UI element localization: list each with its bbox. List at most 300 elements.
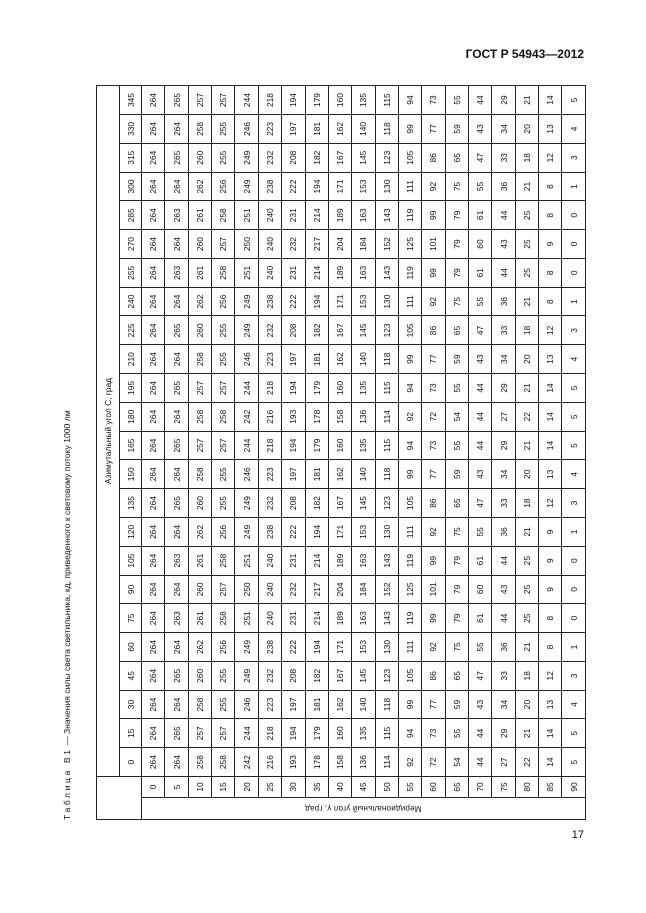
azimuth-header-cell: 210 [120, 345, 142, 374]
value-cell: 114 [375, 402, 398, 431]
value-cell: 246 [235, 460, 258, 489]
value-cell: 3 [562, 143, 586, 172]
table-row [142, 86, 165, 820]
value-cell: 99 [398, 345, 421, 374]
value-cell: 143 [375, 201, 398, 230]
value-cell: 59 [445, 345, 468, 374]
value-cell: 182 [305, 661, 328, 690]
gamma-cell: 35 [305, 777, 328, 798]
table-row [188, 86, 211, 820]
value-cell: 20 [515, 115, 538, 144]
value-cell: 257 [188, 86, 211, 115]
value-cell: 163 [352, 546, 375, 575]
value-cell: 44 [492, 546, 515, 575]
value-cell: 55 [445, 86, 468, 115]
value-cell: 47 [469, 661, 492, 690]
value-cell: 222 [282, 287, 305, 316]
value-cell: 21 [515, 517, 538, 546]
value-cell: 167 [328, 489, 351, 518]
rotated-table-wrapper [96, 85, 586, 820]
value-cell: 264 [165, 748, 188, 777]
table-row [282, 86, 305, 820]
value-cell: 262 [188, 172, 211, 201]
value-cell: 242 [235, 748, 258, 777]
value-cell: 249 [235, 661, 258, 690]
azimuth-header-cell: 0 [120, 748, 142, 777]
azimuth-header-row [120, 86, 142, 820]
value-cell: 99 [398, 690, 421, 719]
value-cell: 264 [142, 345, 165, 374]
value-cell: 13 [539, 115, 562, 144]
value-cell: 257 [212, 86, 235, 115]
value-cell: 249 [235, 172, 258, 201]
value-cell: 99 [422, 546, 445, 575]
value-cell: 223 [258, 345, 281, 374]
value-cell: 36 [492, 633, 515, 662]
value-cell: 130 [375, 517, 398, 546]
value-cell: 118 [375, 345, 398, 374]
value-cell: 101 [422, 575, 445, 604]
value-cell: 153 [352, 287, 375, 316]
value-cell: 145 [352, 661, 375, 690]
value-cell: 264 [142, 546, 165, 575]
value-cell: 18 [515, 661, 538, 690]
value-cell: 179 [305, 719, 328, 748]
value-cell: 265 [165, 374, 188, 403]
value-cell: 153 [352, 633, 375, 662]
value-cell: 257 [188, 431, 211, 460]
value-cell: 189 [328, 546, 351, 575]
gamma-cell: 85 [539, 777, 562, 798]
value-cell: 86 [422, 143, 445, 172]
value-cell: 244 [235, 86, 258, 115]
meridional-group-label [142, 798, 586, 820]
value-cell: 182 [305, 489, 328, 518]
value-cell: 99 [398, 460, 421, 489]
value-cell: 135 [352, 431, 375, 460]
document-id: ГОСТ Р 54943—2012 [465, 47, 584, 61]
table-row [212, 86, 235, 820]
value-cell: 208 [282, 143, 305, 172]
value-cell: 162 [328, 115, 351, 144]
azimuth-header-cell: 90 [120, 575, 142, 604]
value-cell: 135 [352, 374, 375, 403]
value-cell: 135 [352, 86, 375, 115]
value-cell: 264 [142, 402, 165, 431]
value-cell: 47 [469, 143, 492, 172]
value-cell: 94 [398, 431, 421, 460]
value-cell: 246 [235, 115, 258, 144]
value-cell: 162 [328, 690, 351, 719]
value-cell: 44 [469, 374, 492, 403]
value-cell: 12 [539, 661, 562, 690]
value-cell: 79 [445, 230, 468, 259]
value-cell: 72 [422, 748, 445, 777]
value-cell: 181 [305, 115, 328, 144]
value-cell: 119 [398, 258, 421, 287]
value-cell: 60 [469, 230, 492, 259]
value-cell: 264 [142, 287, 165, 316]
value-cell: 256 [212, 517, 235, 546]
value-cell: 136 [352, 402, 375, 431]
value-cell: 65 [445, 489, 468, 518]
value-cell: 262 [188, 517, 211, 546]
value-cell: 130 [375, 287, 398, 316]
value-cell: 208 [282, 661, 305, 690]
value-cell: 204 [328, 230, 351, 259]
value-cell: 162 [328, 460, 351, 489]
value-cell: 61 [469, 258, 492, 287]
value-cell: 258 [212, 604, 235, 633]
value-cell: 9 [539, 575, 562, 604]
value-cell: 143 [375, 604, 398, 633]
value-cell: 184 [352, 230, 375, 259]
value-cell: 59 [445, 460, 468, 489]
gamma-cell: 40 [328, 777, 351, 798]
value-cell: 251 [235, 604, 258, 633]
value-cell: 171 [328, 287, 351, 316]
azimuth-header-cell: 285 [120, 201, 142, 230]
value-cell: 260 [188, 661, 211, 690]
value-cell: 143 [375, 546, 398, 575]
value-cell: 262 [188, 633, 211, 662]
value-cell: 8 [539, 258, 562, 287]
value-cell: 140 [352, 345, 375, 374]
value-cell: 92 [422, 172, 445, 201]
gamma-cell: 20 [235, 777, 258, 798]
value-cell: 264 [142, 431, 165, 460]
value-cell: 33 [492, 143, 515, 172]
value-cell: 111 [398, 287, 421, 316]
value-cell: 4 [562, 345, 586, 374]
value-cell: 65 [445, 143, 468, 172]
gamma-cell: 75 [492, 777, 515, 798]
gamma-cell: 0 [142, 777, 165, 798]
value-cell: 72 [422, 402, 445, 431]
value-cell: 55 [469, 633, 492, 662]
value-cell: 244 [235, 374, 258, 403]
value-cell: 264 [165, 402, 188, 431]
value-cell: 86 [422, 661, 445, 690]
value-cell: 119 [398, 546, 421, 575]
value-cell: 214 [305, 546, 328, 575]
value-cell: 21 [515, 287, 538, 316]
value-cell: 92 [422, 517, 445, 546]
value-cell: 21 [515, 633, 538, 662]
value-cell: 263 [165, 258, 188, 287]
value-cell: 119 [398, 604, 421, 633]
value-cell: 178 [305, 748, 328, 777]
azimuth-group-label: Азимутальный угол С, град [97, 86, 120, 777]
value-cell: 258 [188, 115, 211, 144]
value-cell: 8 [539, 604, 562, 633]
value-cell: 114 [375, 748, 398, 777]
value-cell: 55 [469, 517, 492, 546]
value-cell: 5 [562, 431, 586, 460]
value-cell: 0 [562, 546, 586, 575]
value-cell: 193 [282, 748, 305, 777]
value-cell: 0 [562, 230, 586, 259]
value-cell: 13 [539, 690, 562, 719]
value-cell: 257 [212, 719, 235, 748]
value-cell: 8 [539, 633, 562, 662]
value-cell: 249 [235, 633, 258, 662]
value-cell: 257 [212, 230, 235, 259]
value-cell: 218 [258, 431, 281, 460]
value-cell: 250 [235, 575, 258, 604]
table-row [515, 86, 538, 820]
value-cell: 18 [515, 489, 538, 518]
value-cell: 27 [492, 748, 515, 777]
value-cell: 257 [212, 374, 235, 403]
value-cell: 194 [282, 374, 305, 403]
value-cell: 264 [142, 460, 165, 489]
value-cell: 264 [165, 575, 188, 604]
value-cell: 4 [562, 460, 586, 489]
azimuth-header-cell: 105 [120, 546, 142, 575]
value-cell: 208 [282, 316, 305, 345]
value-cell: 43 [469, 460, 492, 489]
value-cell: 163 [352, 604, 375, 633]
value-cell: 194 [282, 719, 305, 748]
value-cell: 244 [235, 719, 258, 748]
value-cell: 105 [398, 143, 421, 172]
value-cell: 47 [469, 489, 492, 518]
value-cell: 265 [165, 143, 188, 172]
value-cell: 118 [375, 460, 398, 489]
value-cell: 261 [188, 258, 211, 287]
value-cell: 240 [258, 201, 281, 230]
value-cell: 223 [258, 460, 281, 489]
value-cell: 125 [398, 575, 421, 604]
value-cell: 44 [469, 748, 492, 777]
value-cell: 238 [258, 517, 281, 546]
value-cell: 258 [212, 258, 235, 287]
value-cell: 258 [188, 345, 211, 374]
value-cell: 22 [515, 748, 538, 777]
value-cell: 4 [562, 115, 586, 144]
value-cell: 27 [492, 402, 515, 431]
value-cell: 264 [165, 172, 188, 201]
value-cell: 44 [469, 719, 492, 748]
value-cell: 264 [165, 115, 188, 144]
value-cell: 5 [562, 748, 586, 777]
value-cell: 1 [562, 287, 586, 316]
value-cell: 257 [212, 575, 235, 604]
value-cell: 265 [165, 661, 188, 690]
value-cell: 167 [328, 316, 351, 345]
value-cell: 218 [258, 86, 281, 115]
value-cell: 232 [282, 575, 305, 604]
value-cell: 264 [142, 86, 165, 115]
value-cell: 189 [328, 604, 351, 633]
value-cell: 44 [492, 604, 515, 633]
value-cell: 8 [539, 172, 562, 201]
value-cell: 264 [142, 172, 165, 201]
value-cell: 115 [375, 431, 398, 460]
value-cell: 158 [328, 402, 351, 431]
value-cell: 258 [212, 546, 235, 575]
value-cell: 152 [375, 230, 398, 259]
value-cell: 73 [422, 86, 445, 115]
value-cell: 260 [188, 316, 211, 345]
value-cell: 14 [539, 86, 562, 115]
table-row [562, 86, 586, 820]
value-cell: 217 [305, 575, 328, 604]
gamma-cell: 65 [445, 777, 468, 798]
value-cell: 238 [258, 287, 281, 316]
value-cell: 54 [445, 748, 468, 777]
value-cell: 4 [562, 690, 586, 719]
value-cell: 255 [212, 345, 235, 374]
value-cell: 160 [328, 374, 351, 403]
table-row [258, 86, 281, 820]
value-cell: 264 [142, 690, 165, 719]
value-cell: 43 [469, 690, 492, 719]
azimuth-header-cell: 255 [120, 258, 142, 287]
value-cell: 60 [469, 575, 492, 604]
value-cell: 223 [258, 115, 281, 144]
value-cell: 5 [562, 402, 586, 431]
value-cell: 171 [328, 633, 351, 662]
value-cell: 119 [398, 201, 421, 230]
value-cell: 194 [305, 633, 328, 662]
value-cell: 118 [375, 690, 398, 719]
value-cell: 21 [515, 719, 538, 748]
value-cell: 194 [305, 287, 328, 316]
value-cell: 145 [352, 143, 375, 172]
azimuth-header-cell: 75 [120, 604, 142, 633]
azimuth-header-cell: 60 [120, 633, 142, 662]
value-cell: 171 [328, 517, 351, 546]
value-cell: 255 [212, 460, 235, 489]
value-cell: 249 [235, 517, 258, 546]
value-cell: 216 [258, 402, 281, 431]
value-cell: 21 [515, 374, 538, 403]
value-cell: 143 [375, 258, 398, 287]
value-cell: 44 [469, 431, 492, 460]
value-cell: 232 [258, 143, 281, 172]
value-cell: 115 [375, 86, 398, 115]
value-cell: 231 [282, 201, 305, 230]
value-cell: 256 [212, 172, 235, 201]
value-cell: 92 [422, 287, 445, 316]
value-cell: 12 [539, 489, 562, 518]
value-cell: 232 [258, 489, 281, 518]
value-cell: 263 [165, 201, 188, 230]
value-cell: 255 [212, 115, 235, 144]
value-cell: 3 [562, 489, 586, 518]
value-cell: 59 [445, 115, 468, 144]
value-cell: 251 [235, 546, 258, 575]
value-cell: 21 [515, 86, 538, 115]
value-cell: 33 [492, 489, 515, 518]
value-cell: 261 [188, 201, 211, 230]
value-cell: 105 [398, 489, 421, 518]
value-cell: 43 [469, 115, 492, 144]
value-cell: 115 [375, 719, 398, 748]
value-cell: 240 [258, 546, 281, 575]
value-cell: 258 [188, 402, 211, 431]
value-cell: 260 [188, 575, 211, 604]
value-cell: 5 [562, 86, 586, 115]
table-row [398, 86, 421, 820]
value-cell: 130 [375, 633, 398, 662]
value-cell: 61 [469, 201, 492, 230]
value-cell: 36 [492, 287, 515, 316]
caption-text: — Значения силы света светильника, кд, приведенного к световому потоку 1000 лм [62, 410, 72, 748]
value-cell: 249 [235, 143, 258, 172]
value-cell: 55 [469, 287, 492, 316]
value-cell: 43 [492, 575, 515, 604]
gamma-cell: 80 [515, 777, 538, 798]
value-cell: 232 [282, 230, 305, 259]
value-cell: 216 [258, 748, 281, 777]
value-cell: 123 [375, 489, 398, 518]
gamma-cell: 90 [562, 777, 586, 798]
value-cell: 257 [212, 431, 235, 460]
value-cell: 59 [445, 690, 468, 719]
value-cell: 258 [212, 402, 235, 431]
value-cell: 25 [515, 575, 538, 604]
gamma-cell: 45 [352, 777, 375, 798]
value-cell: 167 [328, 143, 351, 172]
value-cell: 181 [305, 345, 328, 374]
value-cell: 5 [562, 719, 586, 748]
value-cell: 179 [305, 431, 328, 460]
value-cell: 54 [445, 402, 468, 431]
value-cell: 264 [165, 633, 188, 662]
azimuth-header-cell: 315 [120, 143, 142, 172]
value-cell: 246 [235, 690, 258, 719]
value-cell: 43 [492, 230, 515, 259]
value-cell: 94 [398, 86, 421, 115]
value-cell: 33 [492, 661, 515, 690]
value-cell: 0 [562, 604, 586, 633]
value-cell: 255 [212, 489, 235, 518]
value-cell: 204 [328, 575, 351, 604]
value-cell: 34 [492, 345, 515, 374]
value-cell: 14 [539, 402, 562, 431]
value-cell: 18 [515, 316, 538, 345]
value-cell: 12 [539, 143, 562, 172]
value-cell: 250 [235, 230, 258, 259]
value-cell: 258 [188, 460, 211, 489]
value-cell: 13 [539, 345, 562, 374]
value-cell: 261 [188, 604, 211, 633]
value-cell: 14 [539, 748, 562, 777]
value-cell: 181 [305, 690, 328, 719]
value-cell: 232 [258, 661, 281, 690]
azimuth-header-cell: 150 [120, 460, 142, 489]
value-cell: 55 [445, 719, 468, 748]
value-cell: 8 [539, 287, 562, 316]
value-cell: 160 [328, 86, 351, 115]
value-cell: 197 [282, 115, 305, 144]
value-cell: 153 [352, 517, 375, 546]
value-cell: 232 [258, 316, 281, 345]
value-cell: 222 [282, 517, 305, 546]
value-cell: 130 [375, 172, 398, 201]
value-cell: 181 [305, 460, 328, 489]
value-cell: 44 [492, 201, 515, 230]
value-cell: 18 [515, 143, 538, 172]
azimuth-header-cell: 45 [120, 661, 142, 690]
value-cell: 140 [352, 460, 375, 489]
value-cell: 218 [258, 719, 281, 748]
value-cell: 123 [375, 661, 398, 690]
value-cell: 264 [142, 661, 165, 690]
